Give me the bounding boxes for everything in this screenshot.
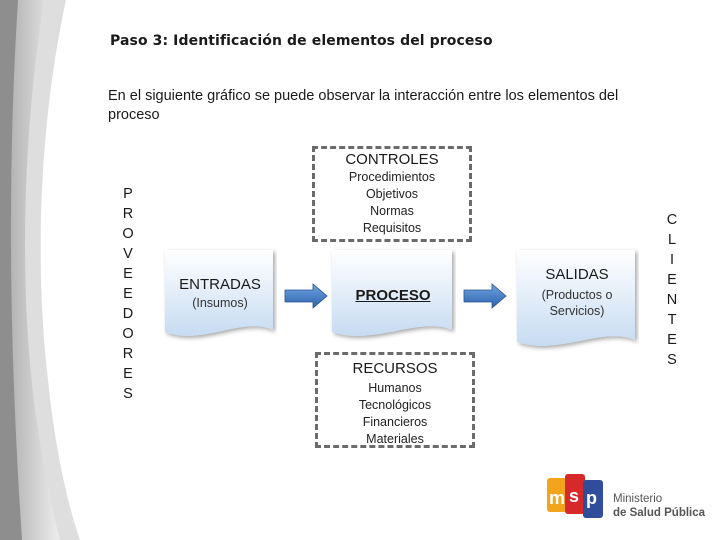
arrow-entradas-to-proceso <box>284 283 328 309</box>
clientes-letter: E <box>667 272 677 288</box>
clientes-letter: L <box>667 232 677 248</box>
msp-logo <box>545 470 715 524</box>
svg-text:p: p <box>586 488 597 508</box>
entradas-shape <box>163 246 277 344</box>
entradas-subtitle: (Insumos) <box>192 296 248 310</box>
arrow-proceso-to-salidas <box>463 283 507 309</box>
clientes-letter: S <box>667 352 677 368</box>
salidas-title: SALIDAS <box>545 266 609 283</box>
proveedores-label <box>118 184 138 404</box>
salidas-shape <box>515 246 639 354</box>
proveedores-letter: E <box>123 366 133 382</box>
controles-item: Normas <box>370 204 414 218</box>
proveedores-letter: E <box>123 286 133 302</box>
clientes-letter: T <box>667 312 677 328</box>
recursos-box <box>315 352 475 448</box>
proveedores-letter: D <box>122 306 134 322</box>
recursos-item: Financieros <box>362 415 428 429</box>
clientes-letter: I <box>669 252 675 268</box>
svg-text:m: m <box>549 488 566 508</box>
svg-text:s: s <box>569 486 580 506</box>
proceso-title: PROCESO <box>355 287 431 304</box>
controles-item: Objetivos <box>365 187 419 201</box>
clientes-letter: C <box>666 212 678 228</box>
logo-line2: de Salud Pública <box>613 507 706 519</box>
clientes-letter: N <box>666 292 678 308</box>
controles-title: CONTROLES <box>345 151 439 168</box>
recursos-item: Tecnológicos <box>358 398 432 412</box>
proveedores-letter: R <box>122 206 134 222</box>
salidas-subtitle-line1: (Productos o <box>541 288 613 302</box>
proveedores-letter: O <box>122 326 134 342</box>
clientes-label <box>661 210 683 370</box>
proveedores-letter: E <box>123 266 133 282</box>
clientes-letter: E <box>667 332 677 348</box>
logo-line1: Ministerio <box>613 493 663 505</box>
recursos-title: RECURSOS <box>352 360 438 377</box>
intro-text: En el siguiente gráfico se puede observar la interacción entre los elementos del proceso <box>108 88 619 123</box>
proveedores-letter: P <box>123 186 133 202</box>
entradas-title: ENTRADAS <box>179 276 261 293</box>
salidas-subtitle-line2: Servicios) <box>549 304 605 318</box>
controles-item: Procedimientos <box>348 170 436 184</box>
recursos-item: Materiales <box>366 432 424 446</box>
proveedores-letter: O <box>122 226 134 242</box>
left-decorative-swoosh <box>0 0 90 540</box>
recursos-item: Humanos <box>368 381 422 395</box>
slide-title: Paso 3: Identificación de elementos del proceso <box>110 33 493 49</box>
msp-logo-mark <box>545 470 609 524</box>
proveedores-letter: V <box>123 246 133 262</box>
proveedores-letter: R <box>122 346 134 362</box>
controles-item: Requisitos <box>362 221 422 235</box>
proceso-shape <box>330 246 456 344</box>
proveedores-letter: S <box>123 386 133 402</box>
controles-box <box>312 146 472 242</box>
